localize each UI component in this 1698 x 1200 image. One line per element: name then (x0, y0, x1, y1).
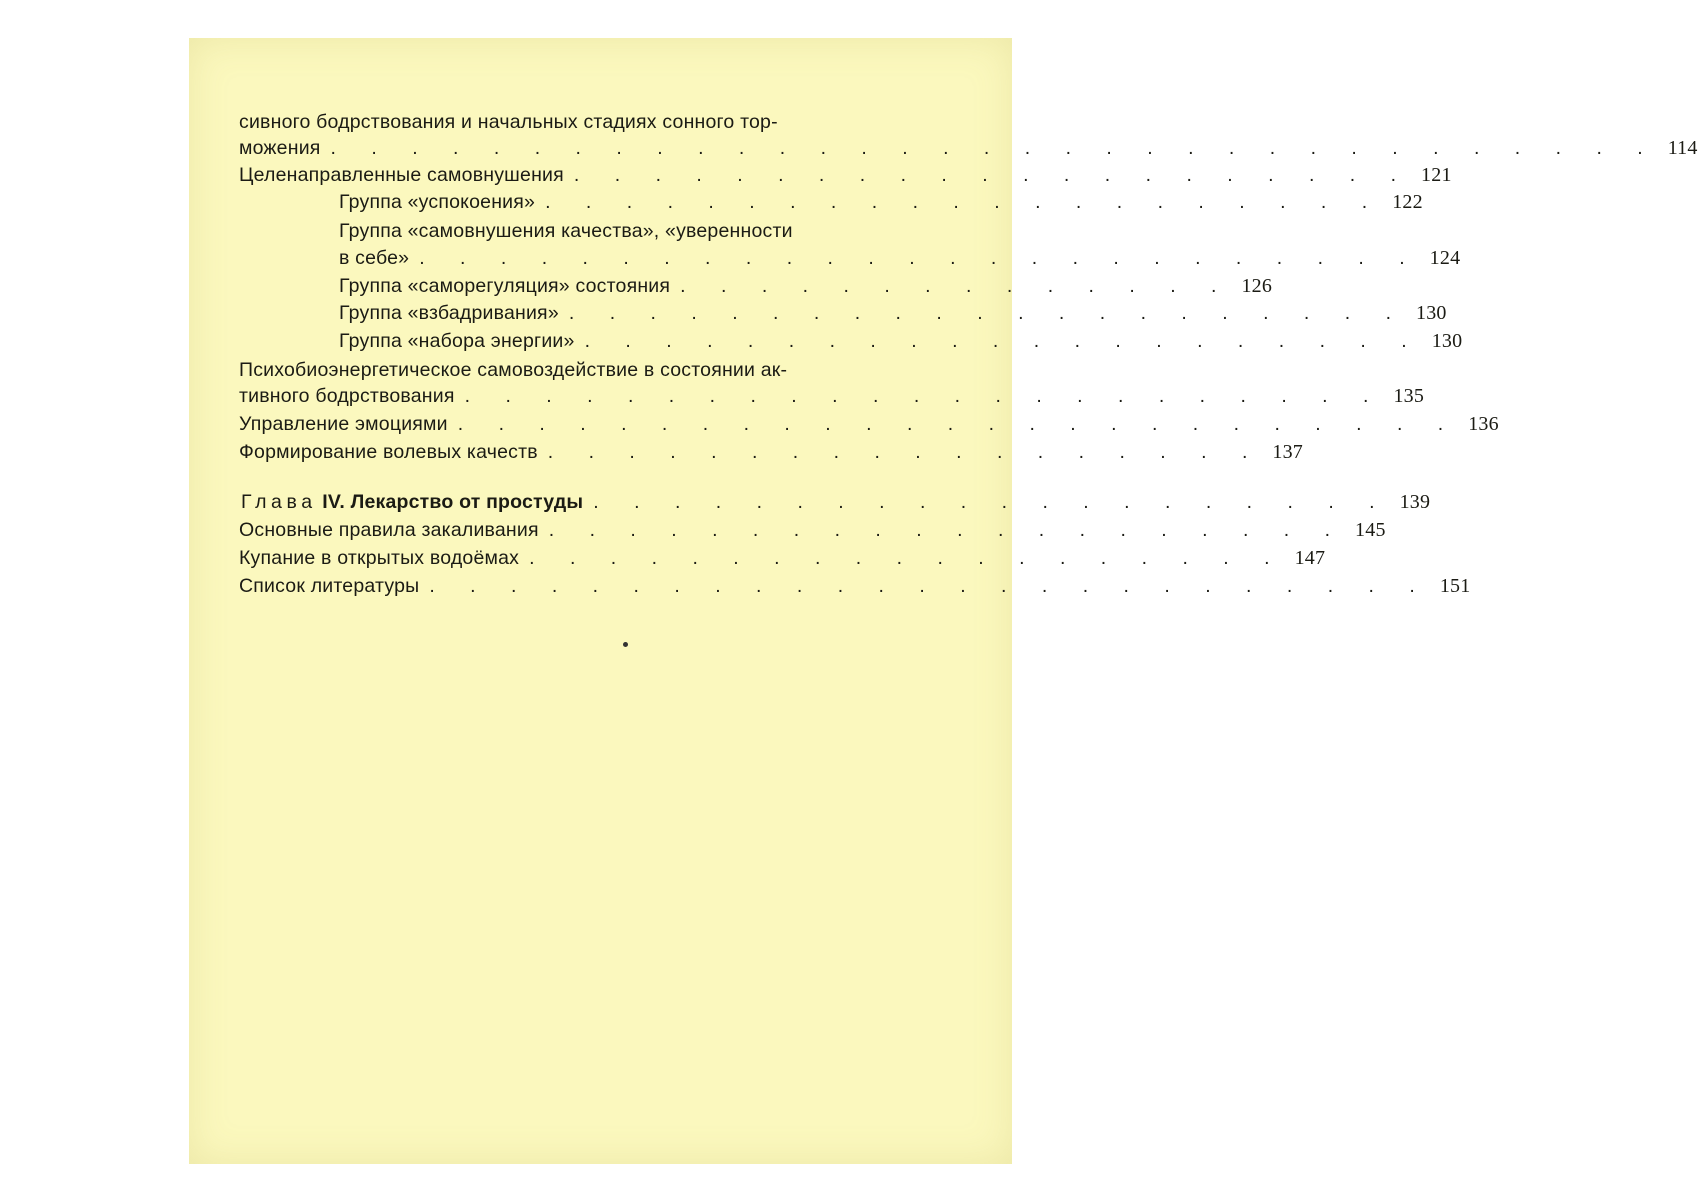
leader-dots: . . . . . . . . . . . . . . . . . . . . (593, 491, 1390, 513)
toc-line (239, 573, 1471, 599)
leader-dots: . . . . . . . . . . . . . . . . . . . . . . . . . (429, 575, 1430, 597)
leader-dots: . . . . . . . . . . . . . . . . . . (547, 441, 1263, 463)
toc-line-chapter (241, 489, 1431, 515)
toc-page-number: 137 (1272, 441, 1303, 463)
leader-dots: . . . . . . . . . . . . . . . . . . . . . . . . . (457, 413, 1459, 435)
toc-page-number: 135 (1393, 385, 1425, 407)
table-of-contents (189, 38, 1698, 1164)
book-page (189, 38, 1698, 1164)
leader-dots: . . . . . . . . . . . . . . . . . . . . . . . . . (419, 247, 1420, 269)
toc-page-number: 145 (1355, 519, 1386, 541)
toc-page-number: 121 (1421, 164, 1452, 186)
toc-entry-text: Формирование волевых качеств (239, 441, 538, 463)
leader-dots: . . . . . . . . . . . . . . . . . . . (529, 547, 1285, 569)
leader-dots: . . . . . . . . . . . . . . (680, 275, 1232, 297)
toc-entry-text: Управление эмоциями (239, 413, 448, 435)
toc-page-number: 139 (1399, 491, 1431, 513)
toc-line (339, 300, 1447, 326)
toc-entry-text: Целенаправленные самовнушения (239, 164, 564, 186)
toc-line (239, 411, 1499, 437)
ink-speck (623, 642, 628, 647)
toc-entry-text: Психобиоэнергетическое самовоздействие в состоянии ак- (239, 359, 788, 381)
toc-page-number: 130 (1416, 302, 1447, 324)
toc-line (239, 162, 1452, 188)
toc-entry-text: в себе» (339, 247, 410, 269)
toc-entry-text: Группа «успокоения» (339, 191, 536, 213)
toc-page-number: 124 (1429, 247, 1461, 269)
toc-entry-text: Группа «набора энергии» (339, 330, 575, 352)
toc-line (239, 135, 1698, 161)
toc-page-number: 130 (1431, 330, 1463, 352)
toc-entry-text: тивного бодрствования (239, 385, 455, 407)
toc-page-number: 126 (1241, 275, 1273, 297)
toc-entry-text: Список литературы (239, 575, 420, 597)
toc-line (339, 189, 1423, 215)
leader-dots: . . . . . . . . . . . . . . . . . . . . (548, 519, 1346, 541)
chapter-heading (241, 489, 583, 515)
toc-entry-text: Группа «саморегуляция» состояния (339, 275, 671, 297)
chapter-label: Глава (241, 491, 317, 513)
toc-entry-text: Группа «самовнушения качества», «уверенности (339, 220, 793, 242)
toc-line (339, 328, 1463, 354)
toc-line (239, 357, 902, 383)
leader-dots: . . . . . . . . . . . . . . . . . . . . . . . . . . . . . . . . . (330, 137, 1658, 159)
toc-page-number: 136 (1468, 413, 1499, 435)
toc-line (339, 245, 1461, 271)
toc-page-number: 147 (1294, 547, 1326, 569)
toc-line (239, 109, 902, 135)
toc-line (339, 273, 1273, 299)
leader-dots: . . . . . . . . . . . . . . . . . . . . . (568, 302, 1407, 324)
leader-dots: . . . . . . . . . . . . . . . . . . . . . (573, 164, 1412, 186)
toc-line (239, 383, 1425, 409)
toc-entry-text: можения (239, 137, 321, 159)
toc-page-number: 122 (1392, 191, 1423, 213)
toc-entry-text: Купание в открытых водоёмах (239, 547, 520, 569)
leader-dots: . . . . . . . . . . . . . . . . . . . . . (545, 191, 1383, 213)
toc-entry-text: Основные правила закаливания (239, 519, 539, 541)
leader-dots: . . . . . . . . . . . . . . . . . . . . . (584, 330, 1422, 352)
leader-dots: . . . . . . . . . . . . . . . . . . . . . . . (464, 385, 1384, 407)
toc-line (239, 439, 1303, 465)
toc-line (239, 545, 1326, 571)
chapter-title: IV. Лекарство от простуды (316, 491, 584, 513)
toc-line (239, 517, 1386, 543)
toc-entry-text: Группа «взбадривания» (339, 302, 559, 324)
toc-page-number: 114 (1667, 137, 1698, 159)
toc-entry-text: сивного бодрствования и начальных стадиях сонного тор- (239, 111, 778, 133)
toc-line (339, 218, 899, 244)
toc-page-number: 151 (1439, 575, 1471, 597)
